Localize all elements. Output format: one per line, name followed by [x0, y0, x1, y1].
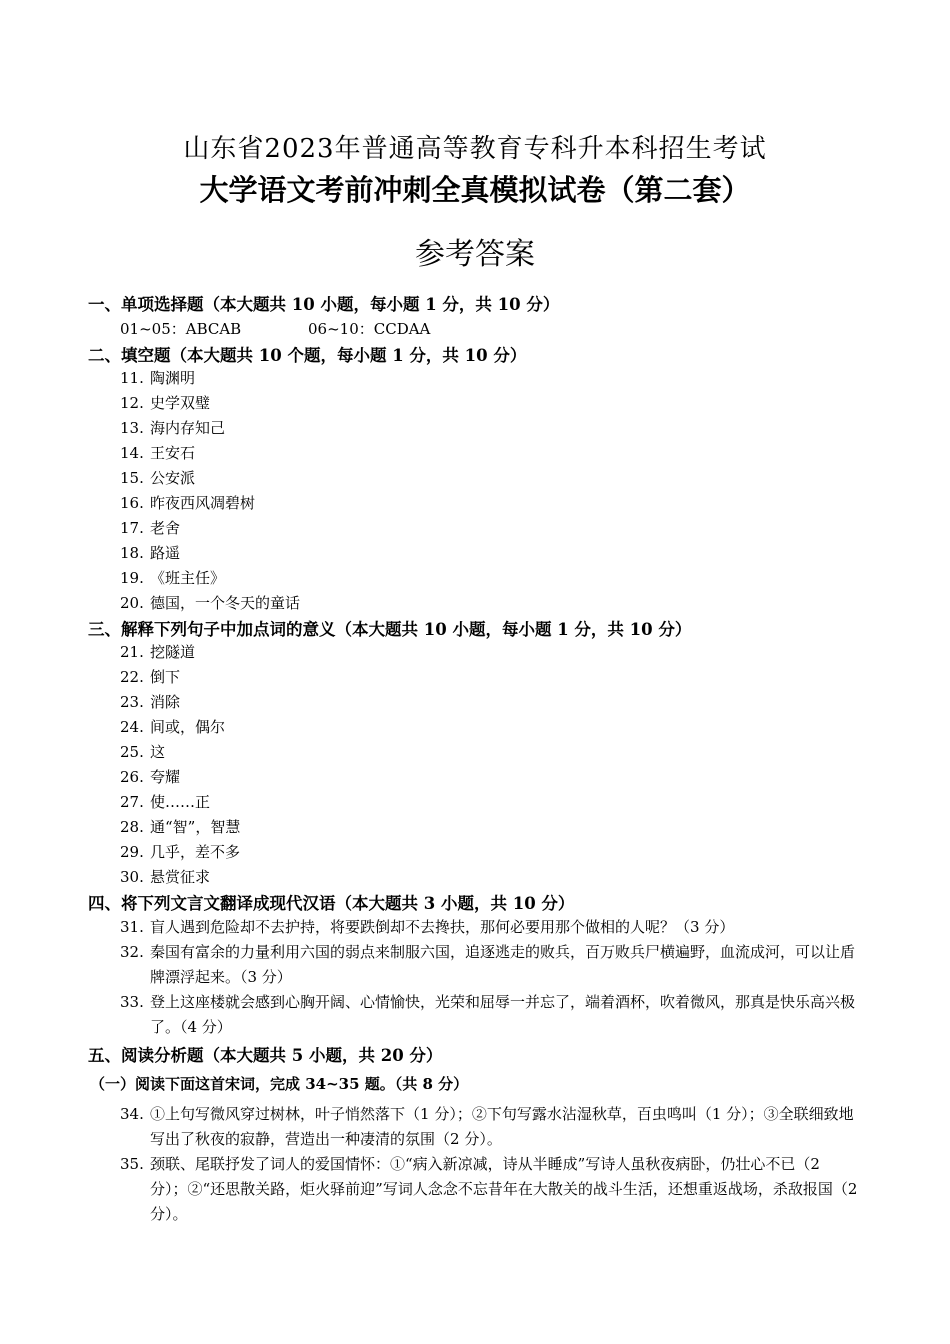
item-text: 悬赏征求	[150, 868, 211, 886]
fill-blank-answer-5	[120, 492, 255, 513]
item-number: 20.	[120, 594, 144, 612]
word-meaning-answer-0	[120, 641, 195, 662]
item-number: 27.	[120, 793, 144, 811]
item-number: 28.	[120, 818, 144, 836]
exam-title: 山东省2023年普通高等教育专科升本科招生考试	[183, 134, 767, 164]
item-number: 24.	[120, 718, 144, 736]
translation-answer-31	[120, 915, 860, 940]
item-text: ①上句写微风穿过树林，叶子悄然落下（1 分）；②下句写露水沾湿秋草，百虫鸣叫（1 分）；③全联细致地写出了秋夜的寂静，营造出一种凄清的氛围（2 分）。	[150, 1105, 854, 1148]
item-number: 19.	[120, 569, 144, 587]
word-meaning-answer-2	[120, 691, 180, 712]
subsection-1-heading: （一）阅读下面这首宋词，完成 34~35 题。（共 8 分）	[90, 1075, 469, 1093]
choice-answers	[120, 318, 430, 339]
item-number: 12.	[120, 394, 144, 412]
item-text: 颈联、尾联抒发了词人的爱国情怀：①“病入新凉减，诗从半睡成”写诗人虽秋夜病卧，仍壮心不已（2 分）；②“还思散关路，炬火驿前迎”写词人念念不忘昔年在大散关的战斗生活，还想重返战场，杀敌报国（2 分）。	[150, 1155, 858, 1223]
translation-answer-32	[120, 940, 860, 990]
item-number: 21.	[120, 643, 144, 661]
item-number: 32.	[120, 943, 144, 961]
fill-blank-answer-1	[120, 392, 210, 413]
item-text: 几乎，差不多	[150, 843, 241, 861]
item-text: 公安派	[150, 469, 196, 487]
section-4-heading: 四、将下列文言文翻译成现代汉语（本大题共 3 小题，共 10 分）	[88, 894, 575, 913]
item-text: 使……正	[150, 793, 211, 811]
word-meaning-answer-5	[120, 766, 180, 787]
item-number: 31.	[120, 918, 144, 936]
item-text: 这	[150, 743, 166, 761]
section-3-heading: 三、解释下列句子中加点词的意义（本大题共 10 小题，每小题 1 分，共 10 分）	[88, 620, 692, 639]
answer-key-heading: 参考答案	[415, 237, 535, 272]
item-number: 33.	[120, 993, 144, 1011]
section-5-heading: 五、阅读分析题（本大题共 5 小题，共 20 分）	[88, 1046, 443, 1065]
item-text: 倒下	[150, 668, 181, 686]
reading-answer-35	[120, 1152, 860, 1227]
choice-answers-6-10: 06~10：CCDAA	[308, 320, 431, 338]
fill-blank-answer-0	[120, 367, 195, 388]
item-text: 间或，偶尔	[150, 718, 226, 736]
fill-blank-answer-8	[120, 567, 225, 588]
item-text: 海内存知己	[150, 419, 226, 437]
item-number: 23.	[120, 693, 144, 711]
translation-answer-33	[120, 990, 860, 1040]
item-text: 夸耀	[150, 768, 181, 786]
item-number: 22.	[120, 668, 144, 686]
fill-blank-answer-9	[120, 592, 300, 613]
item-text: 盲人遇到危险却不去护持，将要跌倒却不去搀扶，那何必要用那个做相的人呢？（3 分）	[150, 918, 735, 936]
item-number: 14.	[120, 444, 144, 462]
item-number: 25.	[120, 743, 144, 761]
reading-answer-34	[120, 1102, 860, 1152]
fill-blank-answer-7	[120, 542, 180, 563]
fill-blank-answer-2	[120, 417, 225, 438]
item-text: 老舍	[150, 519, 181, 537]
item-text: 通“智”，智慧	[150, 818, 241, 836]
item-text: 登上这座楼就会感到心胸开阔、心情愉快，光荣和屈辱一并忘了，端着酒杯，吹着微风，那真是快乐高兴极了。（4 分）	[150, 993, 856, 1036]
word-meaning-answer-3	[120, 716, 225, 737]
item-number: 34.	[120, 1105, 144, 1123]
item-number: 35.	[120, 1155, 144, 1173]
section-1-heading: 一、单项选择题（本大题共 10 小题，每小题 1 分，共 10 分）	[88, 295, 560, 314]
word-meaning-answer-8	[120, 841, 240, 862]
item-number: 11.	[120, 369, 144, 387]
item-text: 消除	[150, 693, 181, 711]
item-text: 昨夜西风凋碧树	[150, 494, 256, 512]
fill-blank-answer-4	[120, 467, 195, 488]
item-number: 16.	[120, 494, 144, 512]
item-text: 秦国有富余的力量利用六国的弱点来制服六国，追逐逃走的败兵，百万败兵尸横遍野，血流成河，可以让盾牌漂浮起来。（3 分）	[150, 943, 856, 986]
word-meaning-answer-9	[120, 866, 210, 887]
item-text: 王安石	[150, 444, 196, 462]
word-meaning-answer-4	[120, 741, 165, 762]
item-number: 30.	[120, 868, 144, 886]
word-meaning-answer-7	[120, 816, 240, 837]
item-number: 18.	[120, 544, 144, 562]
item-text: 陶渊明	[150, 369, 196, 387]
item-text: 路遥	[150, 544, 181, 562]
item-text: 德国，一个冬天的童话	[150, 594, 301, 612]
word-meaning-answer-1	[120, 666, 180, 687]
section-2-heading: 二、填空题（本大题共 10 个题，每小题 1 分，共 10 分）	[88, 346, 527, 365]
paper-title: 大学语文考前冲刺全真模拟试卷（第二套）	[199, 173, 751, 207]
item-number: 26.	[120, 768, 144, 786]
fill-blank-answer-6	[120, 517, 180, 538]
item-text: 《班主任》	[150, 569, 226, 587]
item-number: 17.	[120, 519, 144, 537]
item-text: 挖隧道	[150, 643, 196, 661]
item-number: 15.	[120, 469, 144, 487]
word-meaning-answer-6	[120, 791, 210, 812]
choice-answers-1-5: 01~05：ABCAB	[120, 320, 242, 338]
fill-blank-answer-3	[120, 442, 195, 463]
item-number: 29.	[120, 843, 144, 861]
item-text: 史学双璧	[150, 394, 211, 412]
item-number: 13.	[120, 419, 144, 437]
